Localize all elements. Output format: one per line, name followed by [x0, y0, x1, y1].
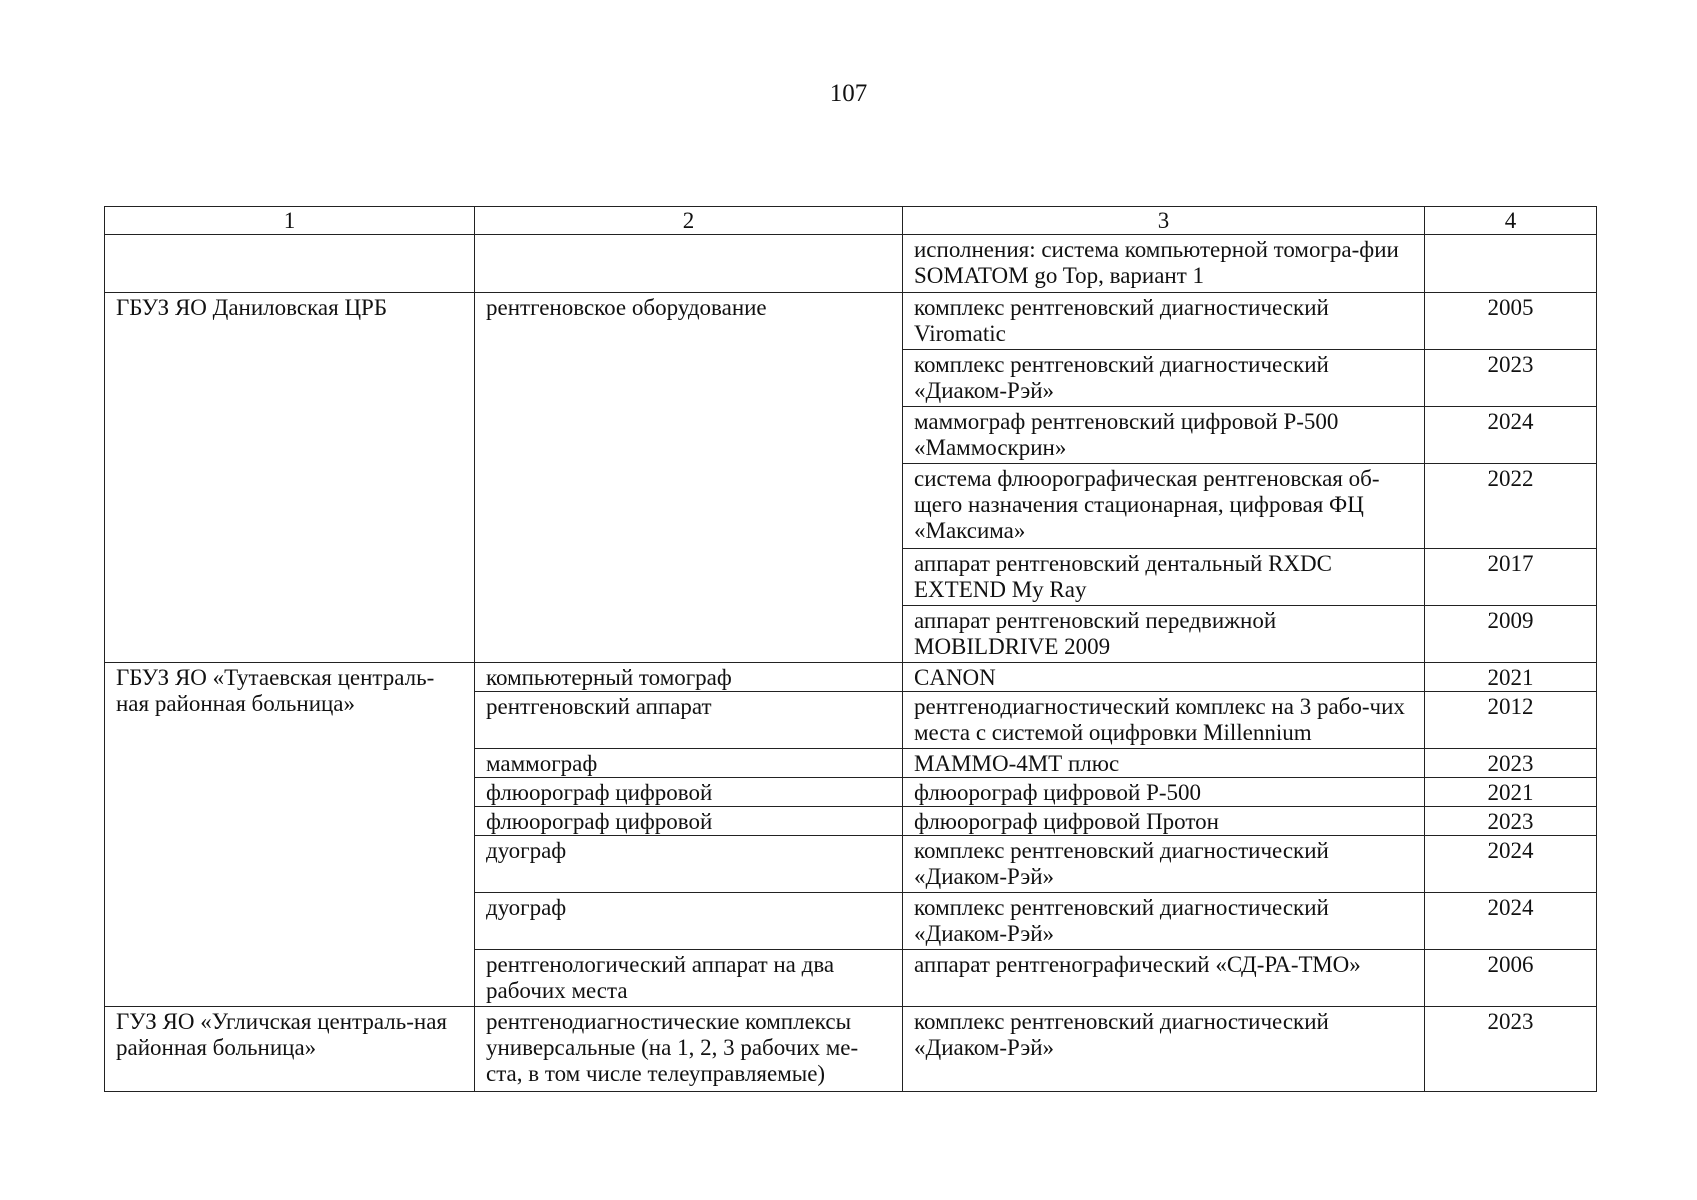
year-cell: 2023: [1425, 350, 1597, 407]
column-header: 1: [105, 207, 475, 235]
equipment-model-cell: аппарат рентгенографический «СД-РА-ТМО»: [903, 950, 1425, 1007]
table-row: [105, 1007, 1597, 1092]
organization-cell: [105, 235, 475, 293]
year-cell: 2021: [1425, 778, 1597, 807]
year-cell: 2022: [1425, 464, 1597, 549]
equipment-model-cell: комплекс рентгеновский диагностический Viromatic: [903, 293, 1425, 350]
year-cell: 2023: [1425, 1007, 1597, 1092]
organization-cell: ГУЗ ЯО «Угличская централь-ная районная больница»: [105, 1007, 475, 1092]
table-row: [105, 235, 1597, 293]
year-cell: 2012: [1425, 692, 1597, 749]
year-cell: 2023: [1425, 807, 1597, 836]
organization-cell: ГБУЗ ЯО Даниловская ЦРБ: [105, 293, 475, 663]
equipment-model-cell: комплекс рентгеновский диагностический «Диаком-Рэй»: [903, 836, 1425, 893]
page-number: 107: [829, 80, 868, 107]
year-cell: [1425, 235, 1597, 293]
year-cell: 2024: [1425, 407, 1597, 464]
equipment-type-cell: рентгеновское оборудование: [475, 293, 903, 663]
year-cell: 2017: [1425, 549, 1597, 606]
equipment-model-cell: CANON: [903, 663, 1425, 692]
equipment-type-cell: дуограф: [475, 893, 903, 950]
year-cell: 2006: [1425, 950, 1597, 1007]
equipment-type-cell: флюорограф цифровой: [475, 778, 903, 807]
equipment-type-cell: [475, 235, 903, 293]
equipment-model-cell: флюорограф цифровой Протон: [903, 807, 1425, 836]
equipment-model-cell: комплекс рентгеновский диагностический «Диаком-Рэй»: [903, 893, 1425, 950]
equipment-type-cell: флюорограф цифровой: [475, 807, 903, 836]
equipment-model-cell: комплекс рентгеновский диагностический «Диаком-Рэй»: [903, 1007, 1425, 1092]
equipment-type-cell: рентгенологический аппарат на два рабочих места: [475, 950, 903, 1007]
equipment-model-cell: маммограф рентгеновский цифровой Р-500 «Маммоскрин»: [903, 407, 1425, 464]
equipment-type-cell: рентгеновский аппарат: [475, 692, 903, 749]
year-cell: 2005: [1425, 293, 1597, 350]
equipment-model-cell: система флюорографическая рентгеновская об-щего назначения стационарная, цифровая ФЦ «Максима»: [903, 464, 1425, 549]
year-cell: 2023: [1425, 749, 1597, 778]
organization-cell: ГБУЗ ЯО «Тутаевская централь-ная районная больница»: [105, 663, 475, 1007]
column-header: 3: [903, 207, 1425, 235]
year-cell: 2024: [1425, 836, 1597, 893]
table-row: [105, 293, 1597, 350]
column-header: 2: [475, 207, 903, 235]
table-header-row: [105, 207, 1597, 235]
column-header: 4: [1425, 207, 1597, 235]
equipment-model-cell: аппарат рентгеновский дентальный RXDC EXTEND My Ray: [903, 549, 1425, 606]
equipment-model-cell: рентгенодиагностический комплекс на 3 рабо-чих места с системой оцифровки Millennium: [903, 692, 1425, 749]
equipment-model-cell: аппарат рентгеновский передвижной MOBILDRIVE 2009: [903, 606, 1425, 663]
year-cell: 2024: [1425, 893, 1597, 950]
equipment-model-cell: флюорограф цифровой Р-500: [903, 778, 1425, 807]
equipment-model-cell: комплекс рентгеновский диагностический «Диаком-Рэй»: [903, 350, 1425, 407]
equipment-type-cell: компьютерный томограф: [475, 663, 903, 692]
equipment-type-cell: дуограф: [475, 836, 903, 893]
equipment-table: [104, 206, 1597, 1092]
equipment-model-cell: МАММО-4МТ плюс: [903, 749, 1425, 778]
equipment-type-cell: рентгенодиагностические комплексы универсальные (на 1, 2, 3 рабочих ме-ста, в том числе телеуправляемые): [475, 1007, 903, 1092]
equipment-type-cell: маммограф: [475, 749, 903, 778]
equipment-model-cell: исполнения: система компьютерной томогра-фии SOMATOM go Top, вариант 1: [903, 235, 1425, 293]
year-cell: 2009: [1425, 606, 1597, 663]
table-row: [105, 663, 1597, 692]
year-cell: 2021: [1425, 663, 1597, 692]
